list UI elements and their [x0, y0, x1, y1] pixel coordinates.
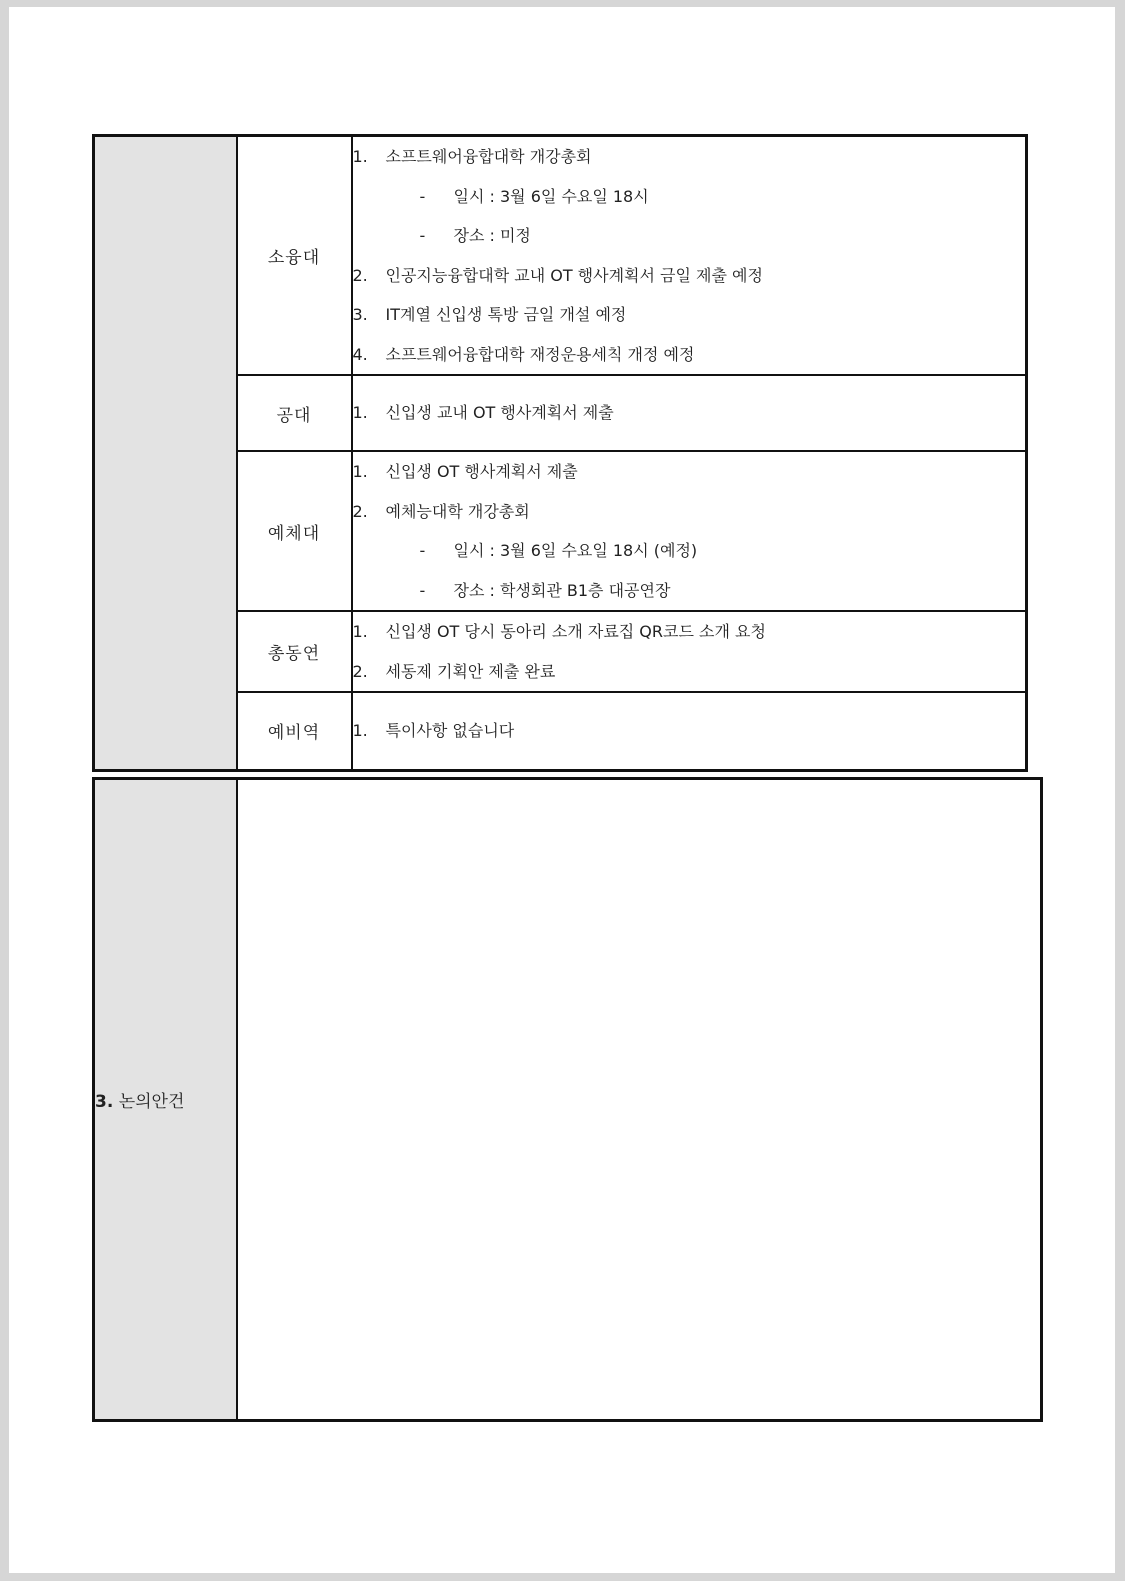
report-item	[353, 137, 1026, 177]
section-number: 3.	[95, 1092, 114, 1112]
unit-name: 예비역	[237, 692, 352, 770]
item-text: 일시 : 3월 6일 수요일 18시	[453, 186, 649, 206]
discussion-content-cell[interactable]	[237, 779, 1042, 1421]
item-text: 일시 : 3월 6일 수요일 18시 (예정)	[453, 541, 698, 560]
item-text: 인공지능융합대학 교내 OT 행사계획서 금일 제출 예정	[385, 265, 763, 285]
bullet-dash: -	[419, 541, 426, 560]
item-text: 세동제 기획안 제출 완료	[385, 661, 556, 681]
report-sub-item	[353, 177, 1026, 217]
document-page	[9, 7, 1115, 1573]
report-content-cell	[352, 451, 1027, 611]
bullet-dash: -	[419, 186, 426, 206]
unit-name: 소융대	[237, 136, 352, 376]
report-sub-item	[353, 571, 1026, 611]
item-number: 2.	[352, 265, 368, 285]
report-item-list	[353, 393, 1026, 433]
item-text: 신입생 OT 당시 동아리 소개 자료집 QR코드 소개 요청	[385, 622, 766, 641]
item-number: 3.	[352, 305, 368, 324]
bullet-dash: -	[419, 580, 426, 600]
unit-name: 공대	[237, 375, 352, 451]
report-content-cell	[352, 611, 1027, 692]
report-item	[353, 452, 1026, 492]
item-text: 소프트웨어융합대학 개강총회	[385, 147, 592, 166]
bullet-dash: -	[419, 226, 426, 245]
item-text: 장소 : 미정	[453, 226, 531, 245]
discussion-table	[92, 777, 1043, 1422]
report-content-cell	[352, 375, 1027, 451]
report-item	[353, 256, 1026, 296]
item-text: 장소 : 학생회관 B1층 대공연장	[453, 580, 671, 600]
unit-name: 예체대	[237, 451, 352, 611]
section-title: 논의안건	[118, 1092, 185, 1112]
report-content-cell	[352, 692, 1027, 770]
reports-table	[92, 134, 1028, 772]
report-item	[353, 711, 1026, 751]
item-number: 1.	[352, 403, 368, 423]
report-item-list	[353, 452, 1026, 610]
item-text: IT계열 신입생 톡방 금일 개설 예정	[385, 305, 627, 324]
item-text: 신입생 교내 OT 행사계획서 제출	[385, 403, 614, 423]
item-number: 1.	[352, 721, 368, 740]
report-item	[353, 335, 1026, 375]
section-label-cell	[94, 136, 237, 771]
item-text: 소프트웨어융합대학 재정운용세칙 개정 예정	[385, 344, 695, 364]
report-item-list	[353, 711, 1026, 751]
report-content-cell	[352, 136, 1027, 376]
discussion-row	[94, 779, 1042, 1421]
report-item-list	[353, 137, 1026, 374]
report-item	[353, 652, 1026, 692]
report-sub-item	[353, 531, 1026, 571]
report-item-list	[353, 612, 1026, 691]
report-sub-item	[353, 216, 1026, 256]
discussion-label-cell	[94, 779, 237, 1421]
report-item	[353, 492, 1026, 532]
report-item	[353, 393, 1026, 433]
item-number: 2.	[352, 501, 368, 521]
unit-name: 총동연	[237, 611, 352, 692]
item-number: 1.	[352, 147, 368, 166]
reports-table-body	[94, 136, 1027, 771]
item-text: 예체능대학 개강총회	[385, 501, 530, 521]
report-item	[353, 612, 1026, 652]
report-row	[94, 136, 1027, 376]
item-number: 1.	[352, 462, 368, 481]
item-text: 특이사항 없습니다	[385, 721, 515, 740]
item-number: 2.	[352, 661, 368, 681]
report-item	[353, 295, 1026, 335]
item-number: 1.	[352, 622, 368, 641]
item-text: 신입생 OT 행사계획서 제출	[385, 462, 578, 481]
item-number: 4.	[352, 344, 368, 364]
